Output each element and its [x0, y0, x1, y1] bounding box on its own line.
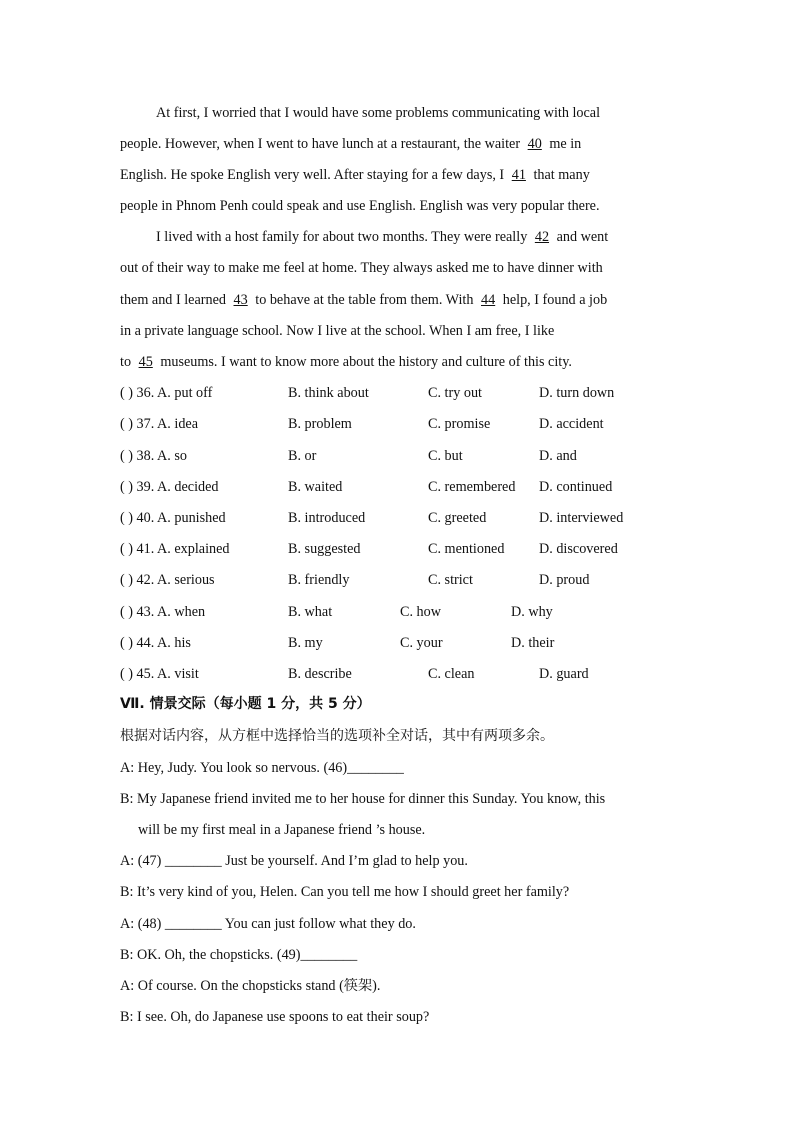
passage-line: people in Phnom Penh could speak and use English. English was very popular there. — [120, 198, 600, 214]
blank-44: 44 — [481, 292, 496, 308]
option-c: C. promise — [428, 416, 491, 432]
passage-text: me in — [549, 136, 582, 152]
option-d: D. discovered — [539, 541, 618, 557]
passage-line — [120, 290, 680, 310]
option-d: D. continued — [539, 479, 613, 495]
passage-text: English. He spoke English very well. After staying for a few days, I — [120, 167, 505, 183]
blank-42: 42 — [534, 229, 550, 245]
option-b: B. waited — [288, 479, 343, 495]
option-c: C. mentioned — [428, 541, 505, 557]
passage-text: museums. I want to know more about the history and culture of this city. — [160, 354, 572, 370]
option-b: B. friendly — [288, 572, 350, 588]
question-stem: ( ) 39. A. decided — [120, 479, 219, 495]
blank-41: 41 — [511, 167, 526, 183]
option-b: B. or — [288, 448, 317, 464]
option-c: C. try out — [428, 385, 482, 401]
option-d: D. accident — [539, 416, 604, 432]
passage-text: help, I found a job — [502, 292, 608, 308]
passage-line — [120, 165, 680, 185]
option-d: D. interviewed — [539, 510, 624, 526]
passage-text: to — [120, 354, 132, 370]
passage-text: that many — [533, 167, 590, 183]
option-b: B. my — [288, 635, 323, 651]
question-stem: ( ) 36. A. put off — [120, 385, 213, 401]
dialogue-line: B: OK. Oh, the chopsticks. (49)________ — [120, 947, 358, 963]
passage-text: to behave at the table from them. With — [255, 292, 474, 308]
dialogue-line: A: (48) ________ You can just follow what they do. — [120, 916, 416, 932]
option-b: B. introduced — [288, 510, 366, 526]
question-stem: ( ) 43. A. when — [120, 604, 206, 620]
option-b: B. what — [288, 604, 333, 620]
question-stem: ( ) 44. A. his — [120, 635, 191, 651]
option-c: C. greeted — [428, 510, 487, 526]
option-c: C. but — [428, 448, 463, 464]
option-c: C. remembered — [428, 479, 516, 495]
passage-line: out of their way to make me feel at home. They always asked me to have dinner with — [120, 260, 603, 276]
passage-line — [120, 352, 680, 372]
dialogue-line: B: It’s very kind of you, Helen. Can you tell me how I should greet her family? — [120, 884, 570, 900]
option-c: C. your — [400, 635, 443, 651]
option-c: C. how — [400, 604, 441, 620]
section-title: Ⅶ. 情景交际（每小题 1 分，共 5 分） — [120, 696, 371, 712]
option-c: C. strict — [428, 572, 473, 588]
passage-text: people. However, when I went to have lunch at a restaurant, the waiter — [120, 136, 521, 152]
option-d: D. guard — [539, 666, 589, 682]
option-d: D. turn down — [539, 385, 615, 401]
blank-40: 40 — [527, 136, 542, 152]
question-stem: ( ) 40. A. punished — [120, 510, 226, 526]
section-instruction: 根据对话内容，从方框中选择恰当的选项补全对话，其中有两项多余。 — [120, 728, 554, 744]
option-d: D. why — [511, 604, 553, 620]
dialogue-line: B: My Japanese friend invited me to her house for dinner this Sunday. You know, this — [120, 791, 606, 807]
dialogue-line: A: (47) ________ Just be yourself. And I’m glad to help you. — [120, 853, 468, 869]
option-c: C. clean — [428, 666, 475, 682]
dialogue-line: A: Of course. On the chopsticks stand (筷架). — [120, 978, 381, 994]
question-stem: ( ) 37. A. idea — [120, 416, 199, 432]
option-b: B. think about — [288, 385, 369, 401]
option-d: D. their — [511, 635, 555, 651]
passage-text: them and I learned — [120, 292, 226, 308]
option-b: B. problem — [288, 416, 352, 432]
passage-text: I lived with a host family for about two months. They were really — [156, 229, 528, 245]
option-d: D. and — [539, 448, 577, 464]
blank-45: 45 — [138, 354, 153, 370]
dialogue-line: A: Hey, Judy. You look so nervous. (46)________ — [120, 760, 404, 776]
question-stem: ( ) 42. A. serious — [120, 572, 215, 588]
option-d: D. proud — [539, 572, 590, 588]
blank-43: 43 — [233, 292, 248, 308]
passage-line: in a private language school. Now I live at the school. When I am free, I like — [120, 323, 555, 339]
question-stem: ( ) 45. A. visit — [120, 666, 199, 682]
passage-line — [156, 227, 716, 247]
passage-line: At first, I worried that I would have some problems communicating with local — [156, 105, 601, 121]
passage-line — [120, 134, 680, 154]
option-b: B. suggested — [288, 541, 361, 557]
dialogue-line: will be my first meal in a Japanese friend ’s house. — [138, 822, 426, 838]
dialogue-line: B: I see. Oh, do Japanese use spoons to eat their soup? — [120, 1009, 430, 1025]
question-stem: ( ) 41. A. explained — [120, 541, 230, 557]
passage-text: and went — [556, 229, 609, 245]
question-stem: ( ) 38. A. so — [120, 448, 187, 464]
option-b: B. describe — [288, 666, 352, 682]
